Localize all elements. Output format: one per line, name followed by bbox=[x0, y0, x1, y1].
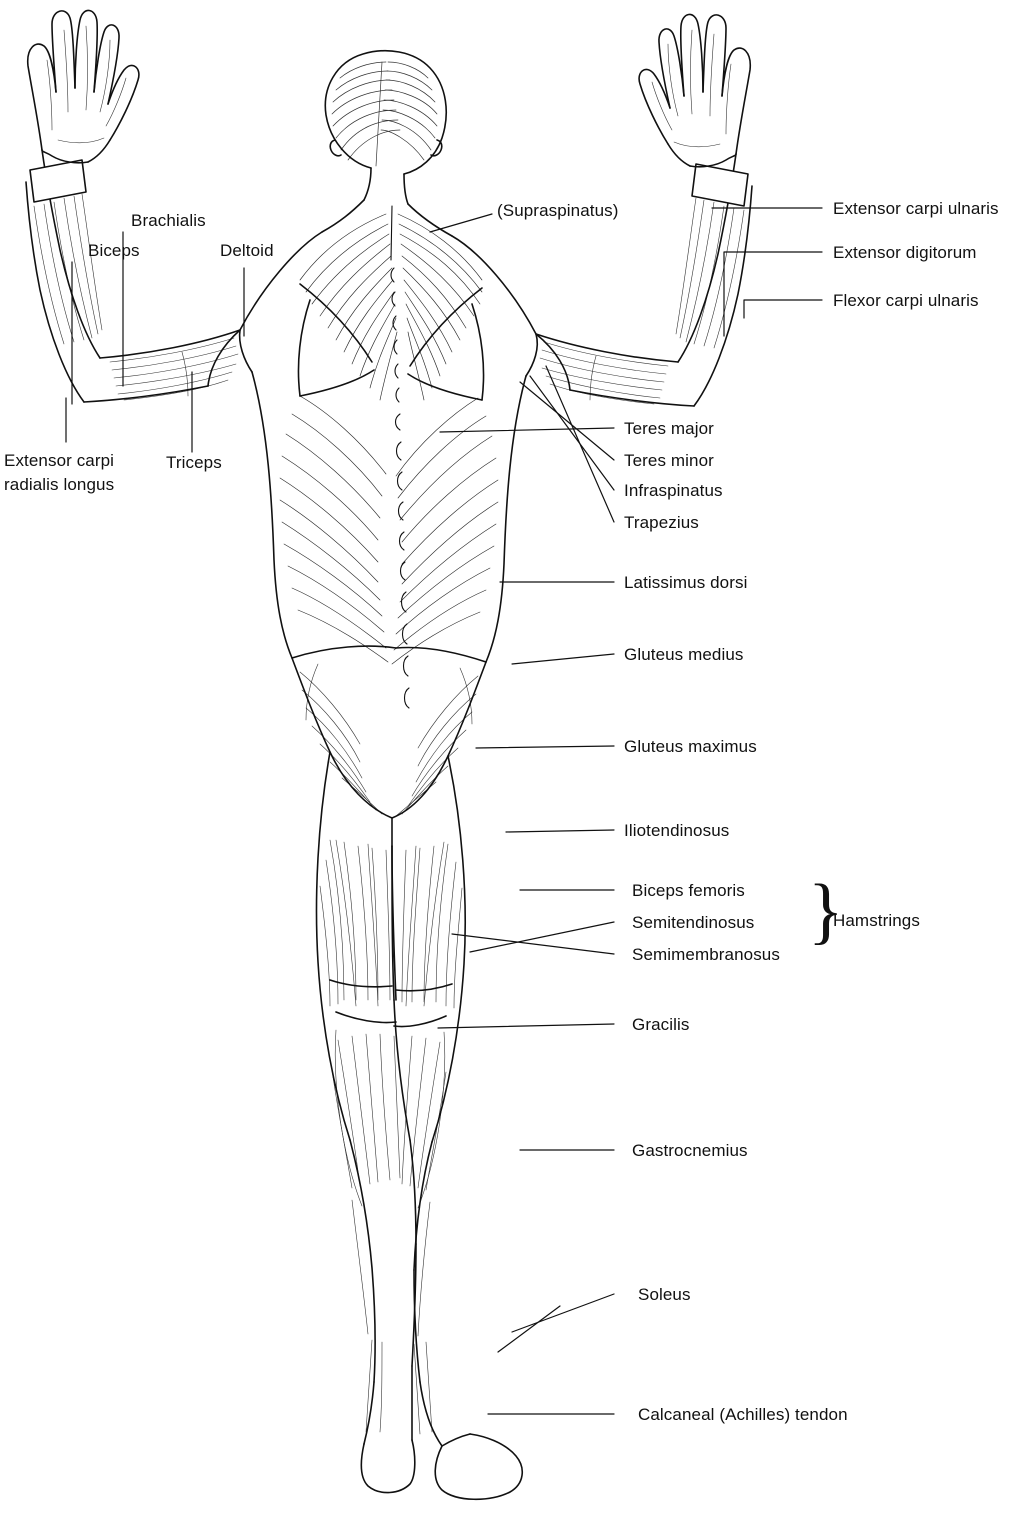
label-biceps: Biceps bbox=[88, 241, 140, 260]
label-biceps-femoris: Biceps femoris bbox=[632, 881, 745, 900]
left-arm bbox=[26, 10, 240, 402]
head-outline bbox=[325, 51, 446, 204]
head-hatching bbox=[332, 62, 437, 166]
scapula-region bbox=[298, 284, 483, 400]
label-extensor-digitorum: Extensor digitorum bbox=[833, 243, 977, 262]
label-soleus: Soleus bbox=[638, 1285, 691, 1304]
latissimus-hatching bbox=[280, 396, 498, 664]
label-gluteus-medius: Gluteus medius bbox=[624, 645, 744, 664]
label-latissimus-dorsi: Latissimus dorsi bbox=[624, 573, 748, 592]
gluteus-hatching bbox=[300, 664, 478, 816]
label-extensor-carpi-ulnaris: Extensor carpi ulnaris bbox=[833, 199, 999, 218]
label-deltoid: Deltoid bbox=[220, 241, 274, 260]
leader-lines bbox=[66, 208, 822, 1414]
label-gluteus-maximus: Gluteus maximus bbox=[624, 737, 757, 756]
neck bbox=[322, 200, 452, 236]
label-triceps: Triceps bbox=[166, 453, 222, 472]
label-semimembranosus: Semimembranosus bbox=[632, 945, 780, 964]
label-teres-minor: Teres minor bbox=[624, 451, 714, 470]
label-extensor-carpi-radialis-longus-line2: radialis longus bbox=[4, 475, 115, 494]
label-calcaneal-tendon: Calcaneal (Achilles) tendon bbox=[638, 1405, 848, 1424]
label-hamstrings: Hamstrings bbox=[833, 911, 920, 930]
label-teres-major: Teres major bbox=[624, 419, 714, 438]
torso-outline bbox=[208, 232, 570, 662]
hamstrings-brace: } bbox=[808, 870, 844, 952]
label-supraspinatus: (Supraspinatus) bbox=[497, 201, 619, 220]
label-trapezius: Trapezius bbox=[624, 513, 699, 532]
label-gracilis: Gracilis bbox=[632, 1015, 690, 1034]
label-extensor-carpi-radialis-longus-line1: Extensor carpi bbox=[4, 451, 115, 470]
label-infraspinatus: Infraspinatus bbox=[624, 481, 723, 500]
label-brachialis: Brachialis bbox=[131, 211, 206, 230]
calf-hatching bbox=[332, 1030, 446, 1434]
label-gastrocnemius: Gastrocnemius bbox=[632, 1141, 748, 1160]
label-flexor-carpi-ulnaris: Flexor carpi ulnaris bbox=[833, 291, 979, 310]
label-semitendinosus: Semitendinosus bbox=[632, 913, 755, 932]
label-iliotendinosus: Iliotendinosus bbox=[624, 821, 730, 840]
spine bbox=[391, 206, 409, 708]
legs bbox=[317, 752, 523, 1499]
